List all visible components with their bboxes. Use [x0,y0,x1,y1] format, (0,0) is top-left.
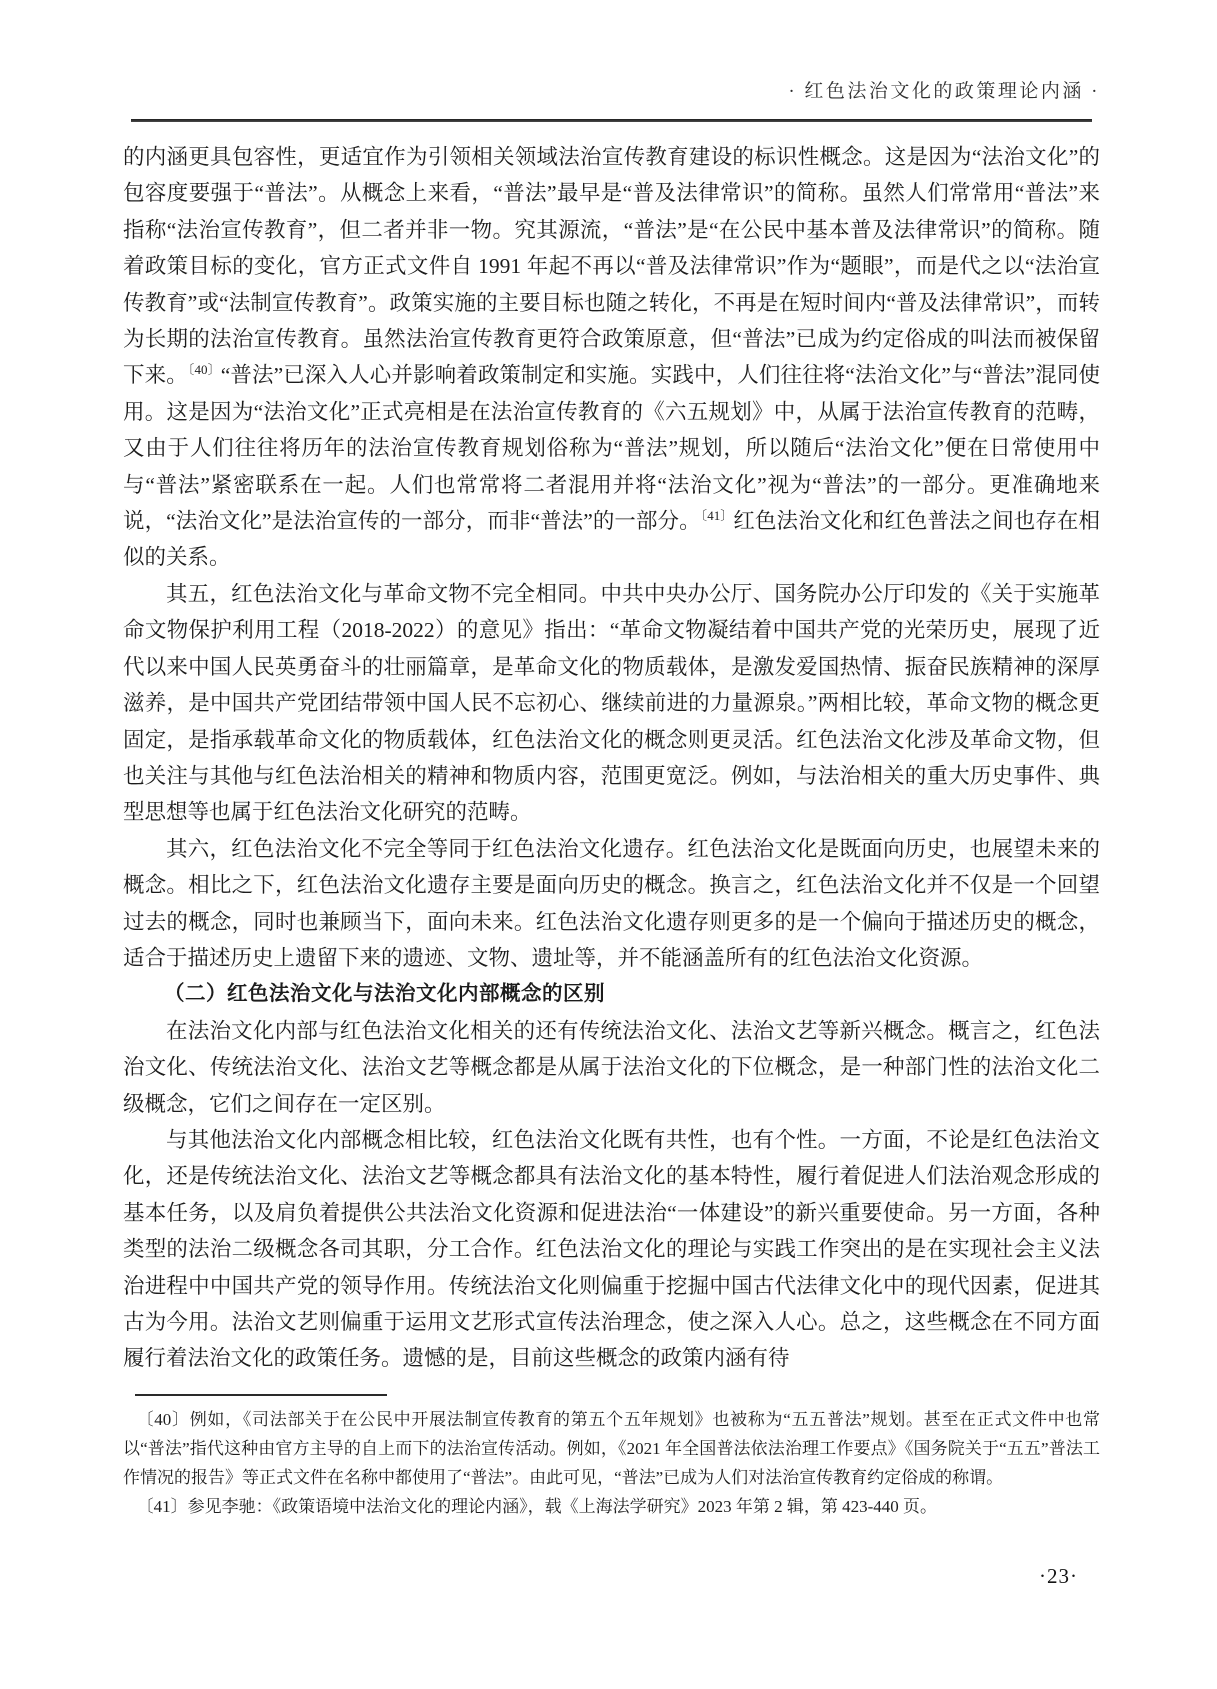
section-heading: （二）红色法治文化与法治文化内部概念的区别 [164,982,605,1006]
running-title: · 红色法治文化的政策理论内涵 · [788,81,1100,102]
article-body [123,139,1100,1377]
page-header [123,80,1100,122]
paragraph-qiwu: 其五，红色法治文化与革命文物不完全相同。中共中央办公厅、国务院办公厅印发的《关于实施革命文物保护利用工程（2018-2022）的意见》指出：“革命文物凝结着中国共产党的光荣历史，展现了近代以来中国人民英勇奋斗的壮丽篇章，是革命文化的物质载体，是激发爱国热情、振奋民族精神的深厚滋养，是中国共产党团结带领中国人民不忘初心、继续前进的力量源泉。”两相比较，革命文物的概念更固定，是指承载革命文化的物质载体，红色法治文化的概念则更灵活。红色法治文化涉及革命文物，但也关注与其他与红色法治相关的精神和物质内容，范围更宽泛。例如，与法治相关的重大历史事件、典型思想等也属于红色法治文化研究的范畴。 [123,581,1100,825]
footnote-40: 〔40〕例如，《司法部关于在公民中开展法制宣传教育的第五个五年规划》也被称为“五五普法”规划。甚至在正式文件中也常以“普法”指代这种由官方主导的自上而下的法治宣传活动。例如，《2021 年全国普法依法治理工作要点》《国务院关于“五五”普法工作情况的报告》等正式文件在名称中都使用了“普法”。由此可见，“普法”已成为人们对法治宣传教育约定俗成的称谓。 [123,1410,1100,1488]
paragraph-qiliu: 其六，红色法治文化不完全等同于红色法治文化遗存。红色法治文化是既面向历史，也展望未来的概念。相比之下，红色法治文化遗存主要是面向历史的概念。换言之，红色法治文化并不仅是一个回望过去的概念，同时也兼顾当下，面向未来。红色法治文化遗存则更多的是一个偏向于描述历史的概念，适合于描述历史上遗留下来的遗迹、文物、遗址等，并不能涵盖所有的红色法治文化资源。 [123,836,1100,970]
footnote-separator [135,1394,387,1397]
paragraph-commonality: 与其他法治文化内部概念相比较，红色法治文化既有共性，也有个性。一方面，不论是红色法治文化，还是传统法治文化、法治文艺等概念都具有法治文化的基本特性，履行着促进人们法治观念形成的基本任务，以及肩负着提供公共法治文化资源和促进法治“一体建设”的新兴重要使命。另一方面，各种类型的法治二级概念各司其职，分工合作。红色法治文化的理论与实践工作突出的是在实现社会主义法治进程中中国共产党的领导作用。传统法治文化则偏重于挖掘中国古代法律文化中的现代因素，促进其古为今用。法治文艺则偏重于运用文艺形式宣传法治理念，使之深入人心。总之，这些概念在不同方面履行着法治文化的政策任务。遗憾的是，目前这些概念的政策内涵有待 [123,1127,1100,1371]
footnote-reference: 〔40〕 [187,362,221,378]
footnote-reference: 〔41〕 [700,508,734,524]
paragraph-continuation: 的内涵更具包容性，更适宜作为引领相关领域法治宣传教育建设的标识性概念。这是因为“法治文化”的包容度要强于“普法”。从概念上来看，“普法”最早是“普及法律常识”的简称。虽然人们常常用“普法”来指称“法治宣传教育”，但二者并非一物。究其源流，“普法”是“在公民中基本普及法律常识”的简称。随着政策目标的变化，官方正式文件自 1991 年起不再以“普及法律常识”作为“题眼”，而是代之以“法治宣传教育”或“法制宣传教育”。政策实施的主要目标也随之转化，不再是在短时间内“普及法律常识”，而转为长期的法治宣传教育。虽然法治宣传教育更符合政策原意，但“普法”已成为约定俗成的叫法而被保留下来。$^{〔40〕}$“普法”已深入人心并影响着政策制定和实施。实践中，人们往往将“法治文化”与“普法”混同使用。这是因为“法治文化”正式亮相是在法治宣传教育的《六五规划》中，从属于法治宣传教育的范畴，又由于人们往往将历年的法治宣传教育规划俗称为“普法”规划，所以随后“法治文化”便在日常使用中与“普法”紧密联系在一起。人们也常常将二者混用并将“法治文化”视为“普法”的一部分。更准确地来说，“法治文化”是法治宣传的一部分，而非“普法”的一部分。$^{〔41〕}$红色法治文化和红色普法之间也存在相似的关系。 [123,145,1100,570]
page-number: ·23· [1039,1564,1078,1588]
footnote-41: 〔41〕参见李驰：《政策语境中法治文化的理论内涵》，载《上海法学研究》2023 年第 2 辑，第 423-440 页。 [136,1497,938,1517]
header-rule [131,119,1092,122]
paragraph-internal-concepts: 在法治文化内部与红色法治文化相关的还有传统法治文化、法治文艺等新兴概念。概言之，红色法治文化、传统法治文化、法治文艺等概念都是从属于法治文化的下位概念，是一种部门性的法治文化二级概念，它们之间存在一定区别。 [123,1018,1100,1116]
page-footer [123,1394,1100,1588]
